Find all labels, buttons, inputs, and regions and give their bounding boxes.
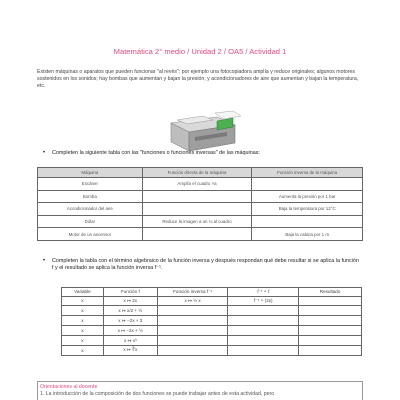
table-row xyxy=(38,228,363,241)
table-cell[interactable] xyxy=(252,215,363,228)
table-cell[interactable] xyxy=(142,190,252,203)
table-cell: x ↦ −2x + ½ xyxy=(103,326,157,336)
table-cell: x xyxy=(62,316,104,326)
column-header: Función f xyxy=(103,288,157,297)
table-cell[interactable] xyxy=(228,306,299,316)
table-row xyxy=(38,178,363,191)
table-cell[interactable] xyxy=(299,316,362,326)
machines-table xyxy=(37,167,363,241)
functions-table xyxy=(61,287,362,356)
table-cell: x ↦ −2x + 3 xyxy=(103,316,157,326)
table-cell: x ↦ x³ xyxy=(103,336,157,346)
table-cell: Bomba xyxy=(38,190,143,203)
column-header: Máquina xyxy=(38,168,143,178)
table-cell: x ↦ 2x xyxy=(103,296,157,306)
table-cell: Motor de un ascensor xyxy=(38,228,143,241)
table-row xyxy=(62,306,362,316)
table-row xyxy=(38,190,363,203)
task2-instruction: • Completen la tabla con el término algebraico de la función inversa y después respondan qué debe resultar si se aplica la función f y el resultado se aplica la función inversa f⁻¹. xyxy=(52,258,360,272)
table-cell: f⁻¹ ∘ (2x) xyxy=(228,296,299,306)
column-header: Función directa de la máquina xyxy=(142,168,252,178)
table-cell[interactable] xyxy=(157,326,228,336)
table-header-row xyxy=(38,168,363,178)
table-row xyxy=(62,326,362,336)
column-header: Función inversa de la máquina xyxy=(252,168,363,178)
table-cell[interactable] xyxy=(228,345,299,355)
table-cell[interactable] xyxy=(157,345,228,355)
teacher-orientation-box xyxy=(37,381,363,400)
table-cell: x ↦ ∛x xyxy=(103,345,157,355)
table-cell[interactable] xyxy=(299,306,362,316)
table-cell: x xyxy=(62,326,104,336)
table-cell[interactable] xyxy=(299,296,362,306)
table-row xyxy=(38,203,363,216)
table-cell: x xyxy=(62,306,104,316)
table-cell[interactable] xyxy=(142,203,252,216)
orientation-text: 1. La introducción de la composición de dos funciones se puede trabajar antes de esta actividad, pero xyxy=(40,391,275,397)
table-cell: x xyxy=(62,336,104,346)
table-cell: Reduce la imagen a un ¼ al cuadro xyxy=(142,215,252,228)
column-header: f⁻¹ ∘ f xyxy=(228,288,299,297)
table-cell: x xyxy=(62,345,104,355)
task1-instruction: • Completen la siguiente tabla con las "funciones o funciones inversas" de las máquinas: xyxy=(52,150,352,157)
column-header: Variable xyxy=(62,288,104,297)
table-row xyxy=(62,336,362,346)
table-row xyxy=(62,316,362,326)
table-cell: Escáner xyxy=(38,178,143,191)
table-cell: Baja la cabina por 1 m xyxy=(252,228,363,241)
table-row xyxy=(62,345,362,355)
table-cell[interactable] xyxy=(252,178,363,191)
table-cell[interactable] xyxy=(142,228,252,241)
table-cell: x ↦ x/2 + ½ xyxy=(103,306,157,316)
photocopier-icon xyxy=(157,105,243,155)
table-cell: x xyxy=(62,296,104,306)
page-title: Matemática 2° medio / Unidad 2 / OA5 / Actividad 1 xyxy=(113,47,287,56)
table-cell[interactable] xyxy=(228,316,299,326)
column-header: Resultado xyxy=(299,288,362,297)
table-cell: Amplía el cuadro ×a xyxy=(142,178,252,191)
column-header: Función inversa f⁻¹ xyxy=(157,288,228,297)
table-cell: Baja la temperatura por 12°C xyxy=(252,203,363,216)
table-cell[interactable] xyxy=(228,336,299,346)
table-cell[interactable] xyxy=(157,316,228,326)
table-cell: Dólar xyxy=(38,215,143,228)
table-cell: Aumenta la presión por 1 bar xyxy=(252,190,363,203)
orientation-label: Orientaciones al docente xyxy=(40,384,98,390)
table-cell[interactable] xyxy=(157,306,228,316)
intro-paragraph: Existen máquinas o aparatos que pueden funcionar "al revés"; por ejemplo una fotocopiadora amplía y reduce originales; algunos motores sostenidos en los sonidos; hay bombas que aumentan y bajan la presión; y acondicionadores de aire que aumentan y bajan la temperatura, etc. xyxy=(37,69,359,89)
table-row xyxy=(38,215,363,228)
table-cell[interactable] xyxy=(299,345,362,355)
table-cell[interactable] xyxy=(228,326,299,336)
table-cell[interactable] xyxy=(299,336,362,346)
table-header-row xyxy=(62,288,362,297)
table-cell[interactable] xyxy=(157,336,228,346)
table-cell: Acondicionador del aire xyxy=(38,203,143,216)
table-row xyxy=(62,296,362,306)
table-cell: x ↦ ½ x xyxy=(157,296,228,306)
table-cell[interactable] xyxy=(299,326,362,336)
